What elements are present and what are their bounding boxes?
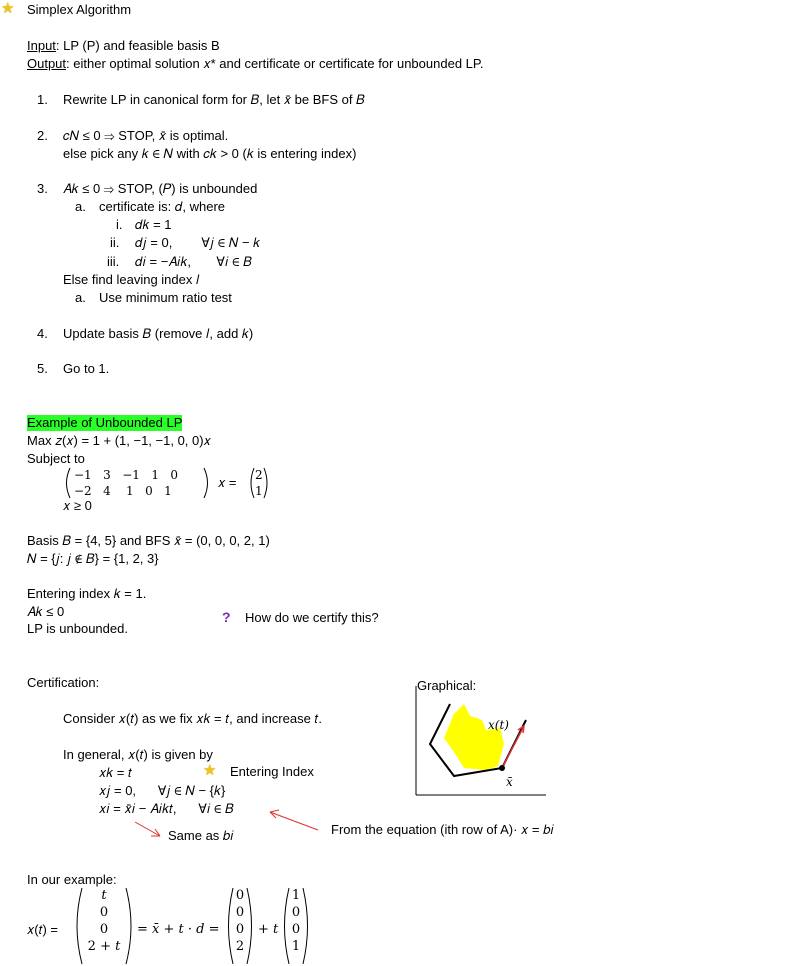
- step-3aii: 𝑑𝑗 = 0, ∀𝑗 ∈ 𝑁 − 𝑘: [135, 235, 261, 250]
- xbar-point: [499, 765, 505, 771]
- step-3b-num: a.: [75, 290, 86, 305]
- same-as-note: Same as 𝑏𝑖: [168, 828, 234, 843]
- n-set-line: 𝑁 = {𝑗: 𝑗 ∉ 𝐵} = {1, 2, 3}: [27, 551, 159, 566]
- step-3ai-num: i.: [116, 217, 123, 232]
- vector-d-2: 0: [291, 905, 301, 920]
- step-1: Rewrite LP in canonical form for 𝐵, let 𝑥̄ be BFS of 𝐵: [63, 92, 365, 107]
- step-5: Go to 1.: [63, 361, 110, 376]
- vector-xbar-4: 2: [235, 939, 245, 954]
- our-example-plus: + 𝑡: [258, 922, 279, 937]
- cert-consider: Consider 𝑥(𝑡) as we fix 𝑥𝑘 = 𝑡, and increase 𝑡.: [63, 711, 322, 726]
- entering-index: Entering index 𝑘 = 1.: [27, 586, 147, 601]
- rhs-2: 1: [255, 484, 263, 498]
- cert-general: In general, 𝑥(𝑡) is given by: [63, 747, 213, 762]
- graph-xt-label: 𝑥(𝑡): [488, 718, 509, 732]
- page-title: Simplex Algorithm: [27, 2, 132, 17]
- our-example-mid: = 𝑥̄ + 𝑡 · 𝑑 =: [137, 922, 220, 937]
- matrix-row-2: −2 4 1 0 1: [74, 484, 172, 498]
- nonnegativity: 𝑥 ≥ 0: [63, 498, 92, 513]
- vector-xt-3: 0: [99, 922, 109, 937]
- star-icon: ★: [1, 0, 15, 17]
- constraint-matrix: [62, 467, 212, 499]
- step-3-num: 3.: [37, 181, 48, 196]
- step-2b: else pick any 𝑘 ∈ 𝑁 with 𝑐𝑘 > 0 (𝑘 is entering index): [63, 146, 357, 161]
- step-3aiii: 𝑑𝑖 = −𝐴𝑖𝑘, ∀𝑖 ∈ 𝐵: [135, 254, 252, 269]
- our-example-lhs: 𝑥(𝑡) =: [27, 922, 59, 937]
- certify-question: How do we certify this?: [245, 610, 379, 625]
- step-3b: Use minimum ratio test: [99, 290, 232, 305]
- output-line: [27, 56, 484, 72]
- step-1-num: 1.: [37, 92, 48, 107]
- matrix-row-1: −1 3 −1 1 0: [74, 468, 179, 482]
- graphical-illustration: [414, 686, 554, 796]
- basis-line: Basis 𝐵 = {4, 5} and BFS 𝑥̄ = (0, 0, 0, 2, 1): [27, 533, 270, 548]
- vector-d: [282, 886, 310, 966]
- subject-to: Subject to: [27, 451, 85, 466]
- question-icon: ?: [222, 609, 231, 625]
- step-3aiii-num: iii.: [107, 254, 120, 269]
- example-heading: Example of Unbounded LP: [27, 415, 183, 430]
- vector-xbar-1: 0: [235, 888, 245, 903]
- star-icon: ★: [203, 762, 217, 779]
- step-3ai: 𝑑𝑘 = 1: [135, 217, 172, 232]
- rhs-1: 2: [255, 468, 263, 482]
- cert-line-2: 𝑥𝑗 = 0, ∀𝑗 ∈ 𝑁 − {𝑘}: [99, 783, 226, 798]
- graph-xbar-label: 𝑥̄: [506, 775, 513, 789]
- feasible-region: [444, 704, 504, 770]
- vector-d-1: 1: [291, 888, 301, 903]
- step-3: 𝐴𝑘 ≤ 0 ⇒ STOP, (𝑃) is unbounded: [63, 181, 258, 196]
- from-equation-arrow: [270, 810, 318, 830]
- step-3-else: Else find leaving index 𝑙: [63, 272, 200, 287]
- same-as-arrow: [135, 822, 160, 836]
- vector-xbar-2: 0: [235, 905, 245, 920]
- vector-xt-2: 0: [99, 905, 109, 920]
- step-2-num: 2.: [37, 128, 48, 143]
- step-3a: certificate is: 𝑑, where: [99, 199, 225, 214]
- from-equation-note: From the equation (ith row of A)· 𝑥 = 𝑏𝑖: [331, 822, 554, 837]
- step-3aii-num: ii.: [110, 235, 120, 250]
- entering-index-note: Entering Index: [230, 764, 314, 779]
- cert-heading: Certification:: [27, 675, 100, 690]
- vector-xt-1: 𝑡: [101, 888, 107, 903]
- unbounded-line: LP is unbounded.: [27, 621, 128, 636]
- step-3a-num: a.: [75, 199, 86, 214]
- cert-line-3: 𝑥𝑖 = 𝑥̄𝑖 − 𝐴𝑖𝑘𝑡, ∀𝑖 ∈ 𝐵: [99, 801, 234, 816]
- input-text: : LP (P) and feasible basis B: [55, 38, 220, 53]
- ak-line: 𝐴𝑘 ≤ 0: [27, 604, 65, 619]
- vector-xbar-3: 0: [235, 922, 245, 937]
- graph-label: Graphical:: [417, 678, 477, 693]
- objective: Max 𝑧(𝑥) = 1 + (1, −1, −1, 0, 0)𝑥: [27, 433, 211, 448]
- vector-xt: [74, 886, 134, 966]
- step-5-num: 5.: [37, 361, 48, 376]
- rhs-vector: [248, 467, 270, 499]
- cert-line-1: 𝑥𝑘 = 𝑡: [99, 765, 132, 780]
- output-text: : either optimal solution 𝑥* and certificate or certificate for unbounded LP.: [66, 56, 484, 71]
- vector-xbar: [226, 886, 254, 966]
- matrix-eq: 𝑥 =: [218, 475, 237, 490]
- step-4-num: 4.: [37, 326, 48, 341]
- step-2a: 𝑐𝑁 ≤ 0 ⇒ STOP, 𝑥̄ is optimal.: [63, 128, 229, 143]
- step-4: Update basis 𝐵 (remove 𝑙, add 𝑘): [63, 326, 254, 341]
- output-label: Output: [27, 56, 67, 71]
- vector-d-4: 1: [291, 939, 301, 954]
- input-label: Input: [27, 38, 56, 53]
- vector-d-3: 0: [291, 922, 301, 937]
- input-line: [27, 38, 220, 54]
- vector-xt-4: 2 + 𝑡: [87, 939, 121, 954]
- our-example-heading: In our example:: [27, 872, 117, 887]
